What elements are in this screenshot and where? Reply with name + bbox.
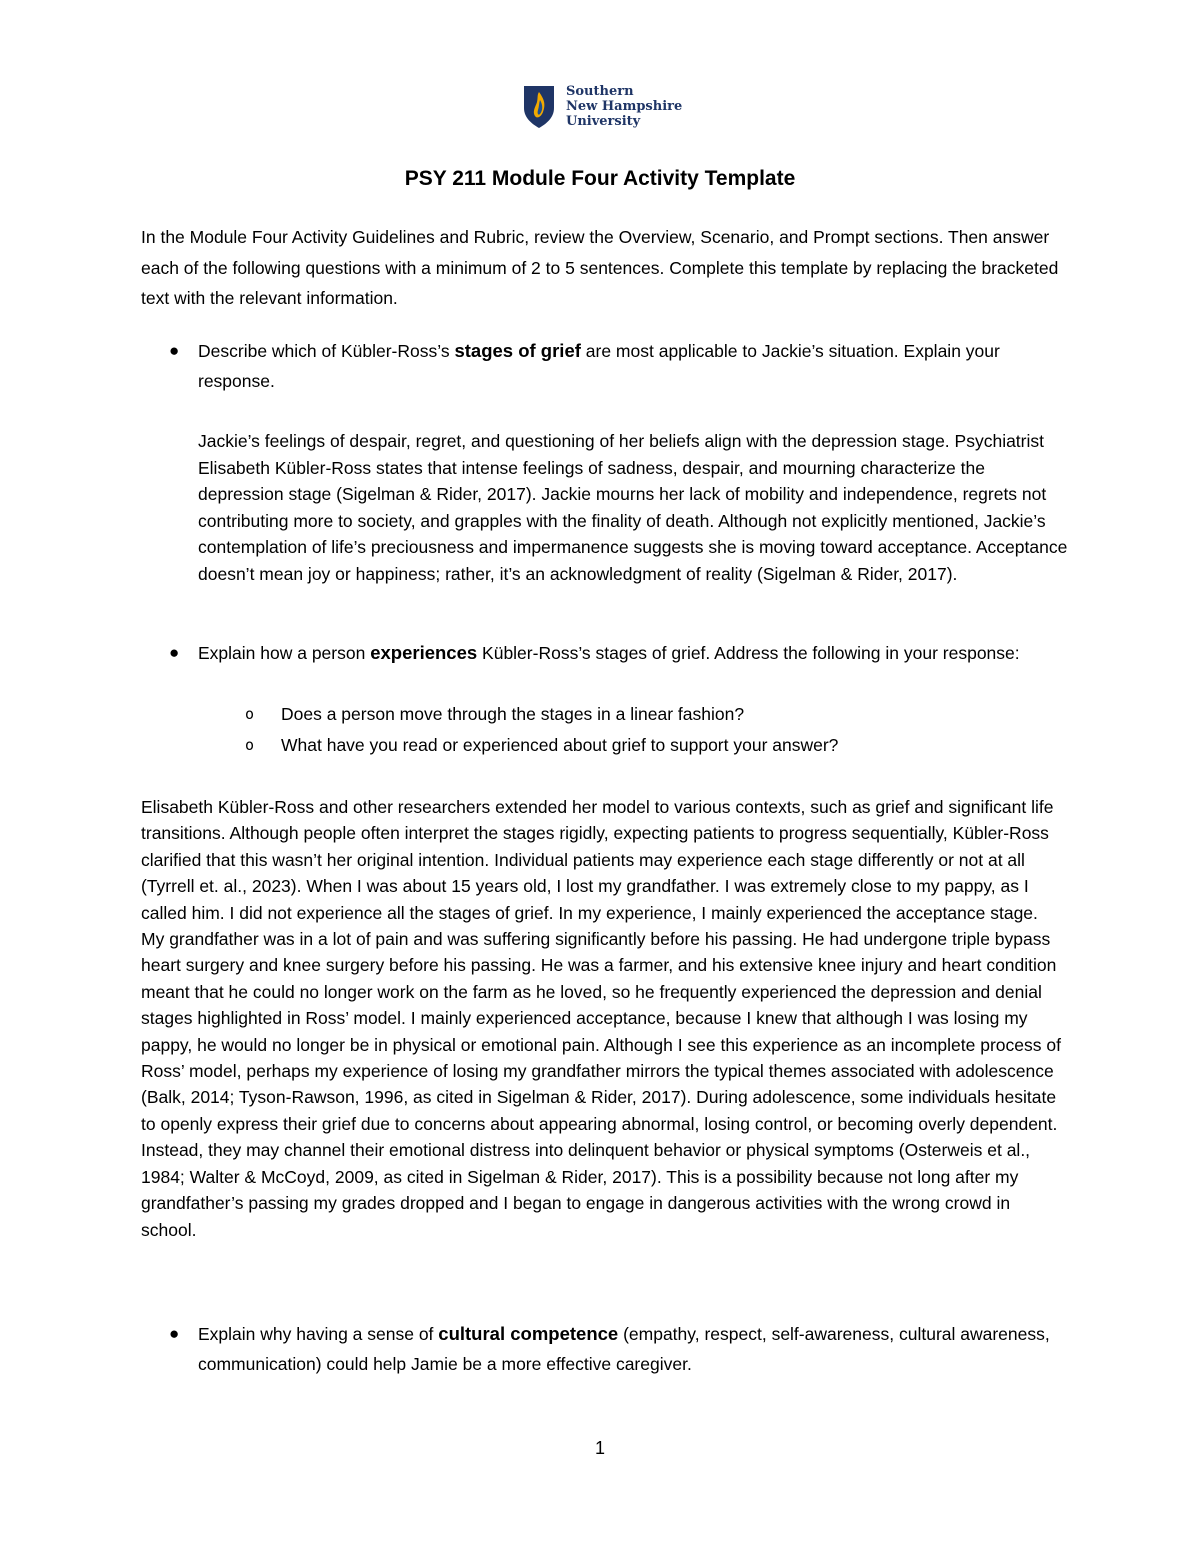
question-2-after: Kübler-Ross’s stages of grief. Address the following in your response:	[477, 643, 1020, 663]
question-1-after: are most applicable to Jackie’s situation. Explain your response.	[198, 341, 1000, 391]
university-logo	[522, 84, 692, 132]
question-1-before: Describe which of Kübler-Ross’s	[198, 341, 455, 361]
question-3-before: Explain why having a sense of	[198, 1324, 439, 1344]
answer-1: Jackie’s feelings of despair, regret, and questioning of her beliefs align with the depression stage. Psychiatrist Elisabeth Kübler-Ross states that intense feelings of sadness, despair, and mourning characterize the depression stage (Sigelman & Rider, 2017). Jackie mourns her lack of mobility and independence, regrets not contributing more to society, and grapples with the finality of death. Although not explicitly mentioned, Jackie’s contemplation of life’s preciousness and impermanence suggests she is moving toward acceptance. Acceptance doesn’t mean joy or happiness; rather, it’s an acknowledgment of reality (Sigelman & Rider, 2017).	[198, 431, 1068, 584]
bullet-icon: ●	[169, 643, 180, 662]
logo-wordmark	[566, 84, 682, 129]
question-3-bold: cultural competence	[438, 1323, 619, 1344]
question-2-text	[198, 638, 1061, 668]
circle-bullet-icon: o	[245, 705, 255, 723]
question-3-text	[198, 1319, 1061, 1379]
logo-line-1: Southern	[566, 84, 634, 99]
question-2-sub-1	[141, 699, 1061, 729]
question-1-text	[198, 336, 1061, 396]
intro-paragraph: In the Module Four Activity Guidelines and Rubric, review the Overview, Scenario, and Prompt sections. Then answer each of the following questions with a minimum of 2 to 5 sentences. Complete this template by replacing the bracketed text with the relevant information.	[141, 227, 1059, 308]
circle-bullet-icon: o	[245, 736, 255, 754]
answer-2: Elisabeth Kübler-Ross and other researchers extended her model to various contexts, such as grief and significant life transitions. Although people often interpret the stages rigidly, expecting patients to progress sequentially, Kübler-Ross clarified that this wasn’t her original intention. Individual patients may experience each stage differently or not at all (Tyrrell et. al., 2023). When I was about 15 years old, I lost my grandfather. I was extremely close to my pappy, as I called him. I did not experience all the stages of grief. In my experience, I mainly experienced the acceptance stage. My grandfather was in a lot of pain and was suffering significantly before his passing. He had undergone triple bypass heart surgery and knee surgery before his passing. He was a farmer, and his extensive knee injury and heart condition meant that he could no longer work on the farm as he loved, so he frequently experienced the depression and denial stages highlighted in Ross’ model. I mainly experienced acceptance, because I knew that although I was losing my pappy, he would no longer be in physical or emotional pain. Although I see this experience as an incomplete process of Ross’ model, perhaps my experience of losing my grandfather mirrors the typical themes associated with adolescence (Balk, 2014; Tyson-Rawson, 1996, as cited in Sigelman & Rider, 2017). During adolescence, some individuals hesitate to openly express their grief due to concerns about appearing abnormal, losing control, or becoming overly dependent. Instead, they may channel their emotional distress into delinquent behavior or physical symptoms (Osterweis et al., 1984; Walter & McCoyd, 2009, as cited in Sigelman & Rider, 2017). This is a possibility because not long after my grandfather’s passing my grades dropped and I began to engage in dangerous activities with the wrong crowd in school.	[141, 797, 1061, 1240]
question-2-before: Explain how a person	[198, 643, 371, 663]
logo-line-2: New Hampshire	[566, 99, 683, 114]
question-1	[141, 336, 1061, 396]
question-3	[141, 1319, 1061, 1379]
sub-item-text: Does a person move through the stages in a linear fashion?	[281, 704, 745, 724]
sub-item-text: What have you read or experienced about grief to support your answer?	[281, 735, 839, 755]
question-2	[141, 638, 1061, 668]
logo-line-3: University	[566, 114, 641, 129]
question-1-bold: stages of grief	[454, 340, 581, 361]
shield-flame-icon	[522, 84, 556, 130]
bullet-icon: ●	[169, 1324, 180, 1343]
question-3-after: (empathy, respect, self-awareness, cultural awareness, communication) could help Jamie be a more effective caregiver.	[198, 1324, 1050, 1374]
page-number: 1	[594, 1438, 605, 1458]
document-title: PSY 211 Module Four Activity Template	[404, 167, 796, 190]
question-2-bold: experiences	[370, 642, 478, 663]
bullet-icon: ●	[169, 341, 180, 360]
question-2-sub-2	[141, 730, 1061, 760]
